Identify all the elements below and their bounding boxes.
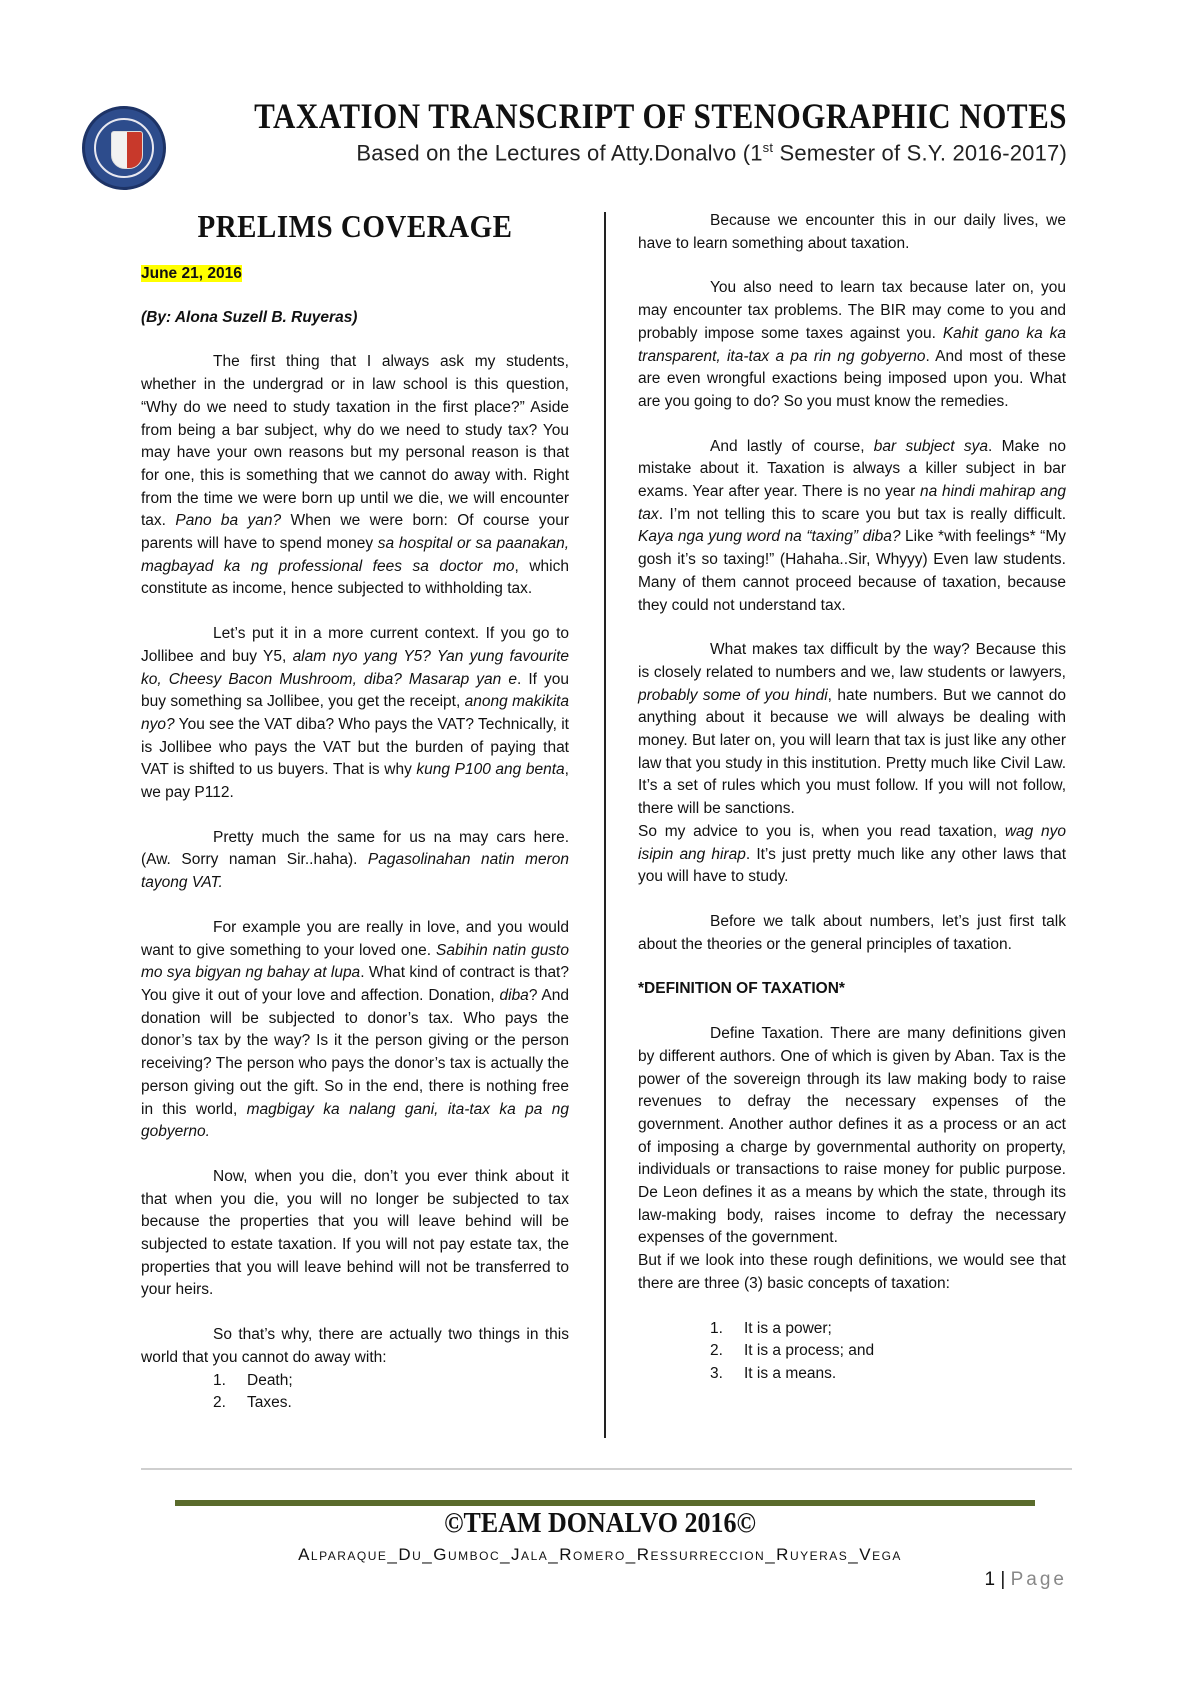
paragraph — [141, 351, 569, 601]
page-number-value: 1 — [984, 1569, 996, 1590]
italic-run: wag nyo isipin ang hirap — [638, 822, 1067, 863]
text-run: . If you buy something sa Jollibee, you get the receipt, — [141, 670, 569, 711]
text-run: . And most of these are even wrongful exactions being imposed upon you. What are you going to do? So you must know the remedies. — [638, 347, 1066, 410]
paragraph: Because we encounter this in our daily lives, we have to learn something about taxation. — [638, 212, 1066, 252]
paragraph: But if we look into these rough definitions, we would see that there are three (3) basic concepts of taxation: — [638, 1252, 1066, 1292]
list-item — [213, 1370, 569, 1393]
paragraph: Define Taxation. There are many definitions given by different authors. One of which is given by Aban. Tax is the power of the sovereign through its law making body to raise revenues to defray the necessary expenses of the government. Another author defines it as a process or an act of imposing a charge by governmental authority on property, individuals or transactions to raise money for public purpose. De Leon defines it as a means by which the state, through its law-making body, raises income to defray the necessary expenses of the government. — [638, 1025, 1066, 1247]
list-number: 3. — [710, 1364, 723, 1382]
italic-run: magbigay ka nalang gani, ita-tax ka pa ng gobyerno. — [141, 1100, 569, 1141]
text-run: . I’m not telling this to scare you but tax is really difficult. — [658, 505, 1066, 523]
author-list: Alparaque_Du_Gumboc_Jala_Romero_Ressurreccion_Ruyeras_Vega — [298, 1545, 902, 1564]
list-text: Death; — [247, 1371, 293, 1389]
text-run: . Make no mistake about it. Taxation is always a killer subject in bar exams. Year after year. There is no year — [638, 437, 1066, 501]
text-run: For example you are really in love, and you would want to give something to your loved one. — [141, 918, 569, 959]
footer-divider — [141, 1468, 1072, 1470]
text-run: . What kind of contract is that? You give it out of your love and affection. Donation, — [141, 964, 569, 1004]
paragraph — [638, 821, 1066, 889]
paragraph: So that’s why, there are actually two things in this world that you cannot do away with: — [141, 1326, 569, 1366]
list-text: It is a process; and — [744, 1342, 875, 1360]
university-seal-logo — [82, 106, 166, 190]
list-text: It is a means. — [744, 1364, 837, 1382]
section-heading: PRELIMS COVERAGE — [197, 209, 513, 245]
numbered-list — [638, 1318, 1066, 1386]
team-credit: ©TEAM DONALVO 2016© — [444, 1506, 756, 1539]
left-column — [141, 210, 569, 1415]
italic-run: probably some of you hindi — [638, 686, 828, 704]
list-number: 1. — [710, 1319, 723, 1337]
list-item — [710, 1340, 1066, 1363]
document-title: TAXATION TRANSCRIPT OF STENOGRAPHIC NOTES — [254, 96, 1067, 137]
text-run: , we pay P112. — [141, 761, 569, 802]
document-subtitle — [356, 140, 1067, 166]
text-run: Pretty much the same for us na may cars here. (Aw. Sorry naman Sir..haha). — [141, 828, 569, 869]
paragraph — [141, 917, 569, 1144]
italic-run: alam nyo yang Y5? Yan yung favourite ko, Cheesy Bacon Mushroom, diba? Masarap yan e — [141, 647, 570, 688]
lecture-date — [141, 263, 569, 285]
page-number — [985, 1569, 1067, 1591]
text-run: Like *with feelings* “My gosh it’s so taxing!” (Hahaha..Sir, Whyyy) Even law students. Many of them cannot proceed because of taxation, because they could not understand tax. — [638, 528, 1066, 614]
text-run: So my advice to you is, when you read taxation, — [638, 822, 1005, 840]
list-item — [213, 1392, 569, 1415]
paragraph — [141, 623, 569, 805]
italic-run: Sabihin natin gusto mo sya bigyan ng bahay at lupa — [141, 941, 569, 982]
paragraph — [638, 277, 1066, 413]
list-text: Taxes. — [247, 1394, 292, 1412]
text-run: You see the VAT diba? Who pays the VAT? Technically, it is Jollibee who pays the VAT but the burden of paying that VAT is shifted to us buyers. That is why — [141, 715, 569, 779]
paragraph: Before we talk about numbers, let’s just first talk about the theories or the general principles of taxation. — [638, 912, 1066, 953]
text-run: When we were born: Of course your parents will have to spend money — [141, 512, 569, 553]
text-run: Let’s put it in a more current context. If you go to Jollibee and buy Y5, — [141, 625, 569, 665]
italic-run: Pagasolinahan natin meron tayong VAT. — [141, 851, 569, 892]
text-run: You also need to learn tax because later on, you may encounter tax problems. The BIR may come to you and probably impose some taxes against you. — [638, 279, 1066, 342]
italic-run: Kaya nga yung word na “taxing” diba? — [638, 528, 901, 546]
footer-accent-bar — [175, 1500, 1035, 1506]
italic-run: bar subject sya — [873, 437, 988, 455]
right-column — [638, 210, 1066, 1386]
text-run: . It’s just pretty much like any other laws that you will have to study. — [638, 845, 1066, 886]
subtitle-text: Based on the Lectures of Atty.Donalvo (1 — [356, 140, 763, 166]
date-highlight: June 21, 2016 — [141, 264, 242, 282]
page-label: Page — [1010, 1569, 1067, 1590]
italic-run: anong makikita nyo? — [141, 693, 569, 733]
text-run: , hate numbers. But we cannot do anything about it because we will always be dealing with money. But later on, you will learn that tax is just like any other law that you study in this institution. Pretty much like Civil Law. It’s a set of rules which you must follow. If you will not follow, there will be sanctions. — [638, 686, 1066, 818]
text-run: What makes tax difficult by the way? Because this is closely related to numbers and we, law students or lawyers, — [638, 641, 1066, 681]
paragraph — [638, 639, 1066, 821]
text-run: , which constitute as income, hence subjected to withholding tax. — [141, 557, 569, 598]
column-divider — [604, 212, 606, 1438]
subtitle-superscript: st — [762, 140, 774, 155]
text-run: And lastly of course, — [710, 437, 874, 455]
text-run: ? And donation will be subjected to donor’s tax. Who pays the donor’s tax by the way? Is it the person giving or the person receiving? The person who pays the donor’s tax is actually the person giving out the gift. So in the end, there is nothing free in this world, — [141, 986, 569, 1118]
italic-run: Kahit gano ka ka transparent, ita-tax a pa rin ng gobyerno — [638, 324, 1066, 365]
italic-run: Pano ba yan? — [175, 512, 282, 530]
italic-run: diba — [499, 986, 529, 1004]
list-item — [710, 1363, 1066, 1386]
numbered-list — [141, 1370, 569, 1415]
definition-heading: *DEFINITION OF TAXATION* — [638, 980, 845, 998]
paragraph — [141, 827, 569, 895]
italic-run: sa hospital or sa paanakan, magbayad ka ng professional fees sa doctor mo — [141, 535, 569, 575]
list-number: 2. — [710, 1342, 723, 1360]
subtitle-text-end: Semester of S.Y. 2016-2017) — [773, 140, 1067, 166]
seal-shield — [111, 131, 143, 169]
text-run: The first thing that I always ask my students, whether in the undergrad or in law school is this question, “Why do we need to study taxation in the first place?” Aside from being a bar subject, why do we need to study tax? You may have your own reasons but my personal reason is that for one, this is something that we cannot do away with. Right from the time we were born up until we die, we will encounter tax. — [141, 353, 569, 530]
paragraph: Now, when you die, don’t you ever think about it that when you die, you will no longer be subjected to tax because the properties that you will leave behind will be subjected to estate taxation. If you will not pay estate tax, the properties that you will leave behind will not be transferred to your heirs. — [141, 1167, 569, 1299]
italic-run: kung P100 ang benta — [416, 761, 565, 779]
list-number: 2. — [213, 1394, 226, 1412]
paragraph — [638, 436, 1066, 618]
italic-run: na hindi mahirap ang tax — [638, 483, 1066, 523]
byline: (By: Alona Suzell B. Ruyeras) — [141, 308, 358, 326]
list-text: It is a power; — [744, 1319, 832, 1337]
list-number: 1. — [213, 1371, 226, 1389]
page-separator: | — [995, 1569, 1011, 1590]
list-item — [710, 1318, 1066, 1341]
